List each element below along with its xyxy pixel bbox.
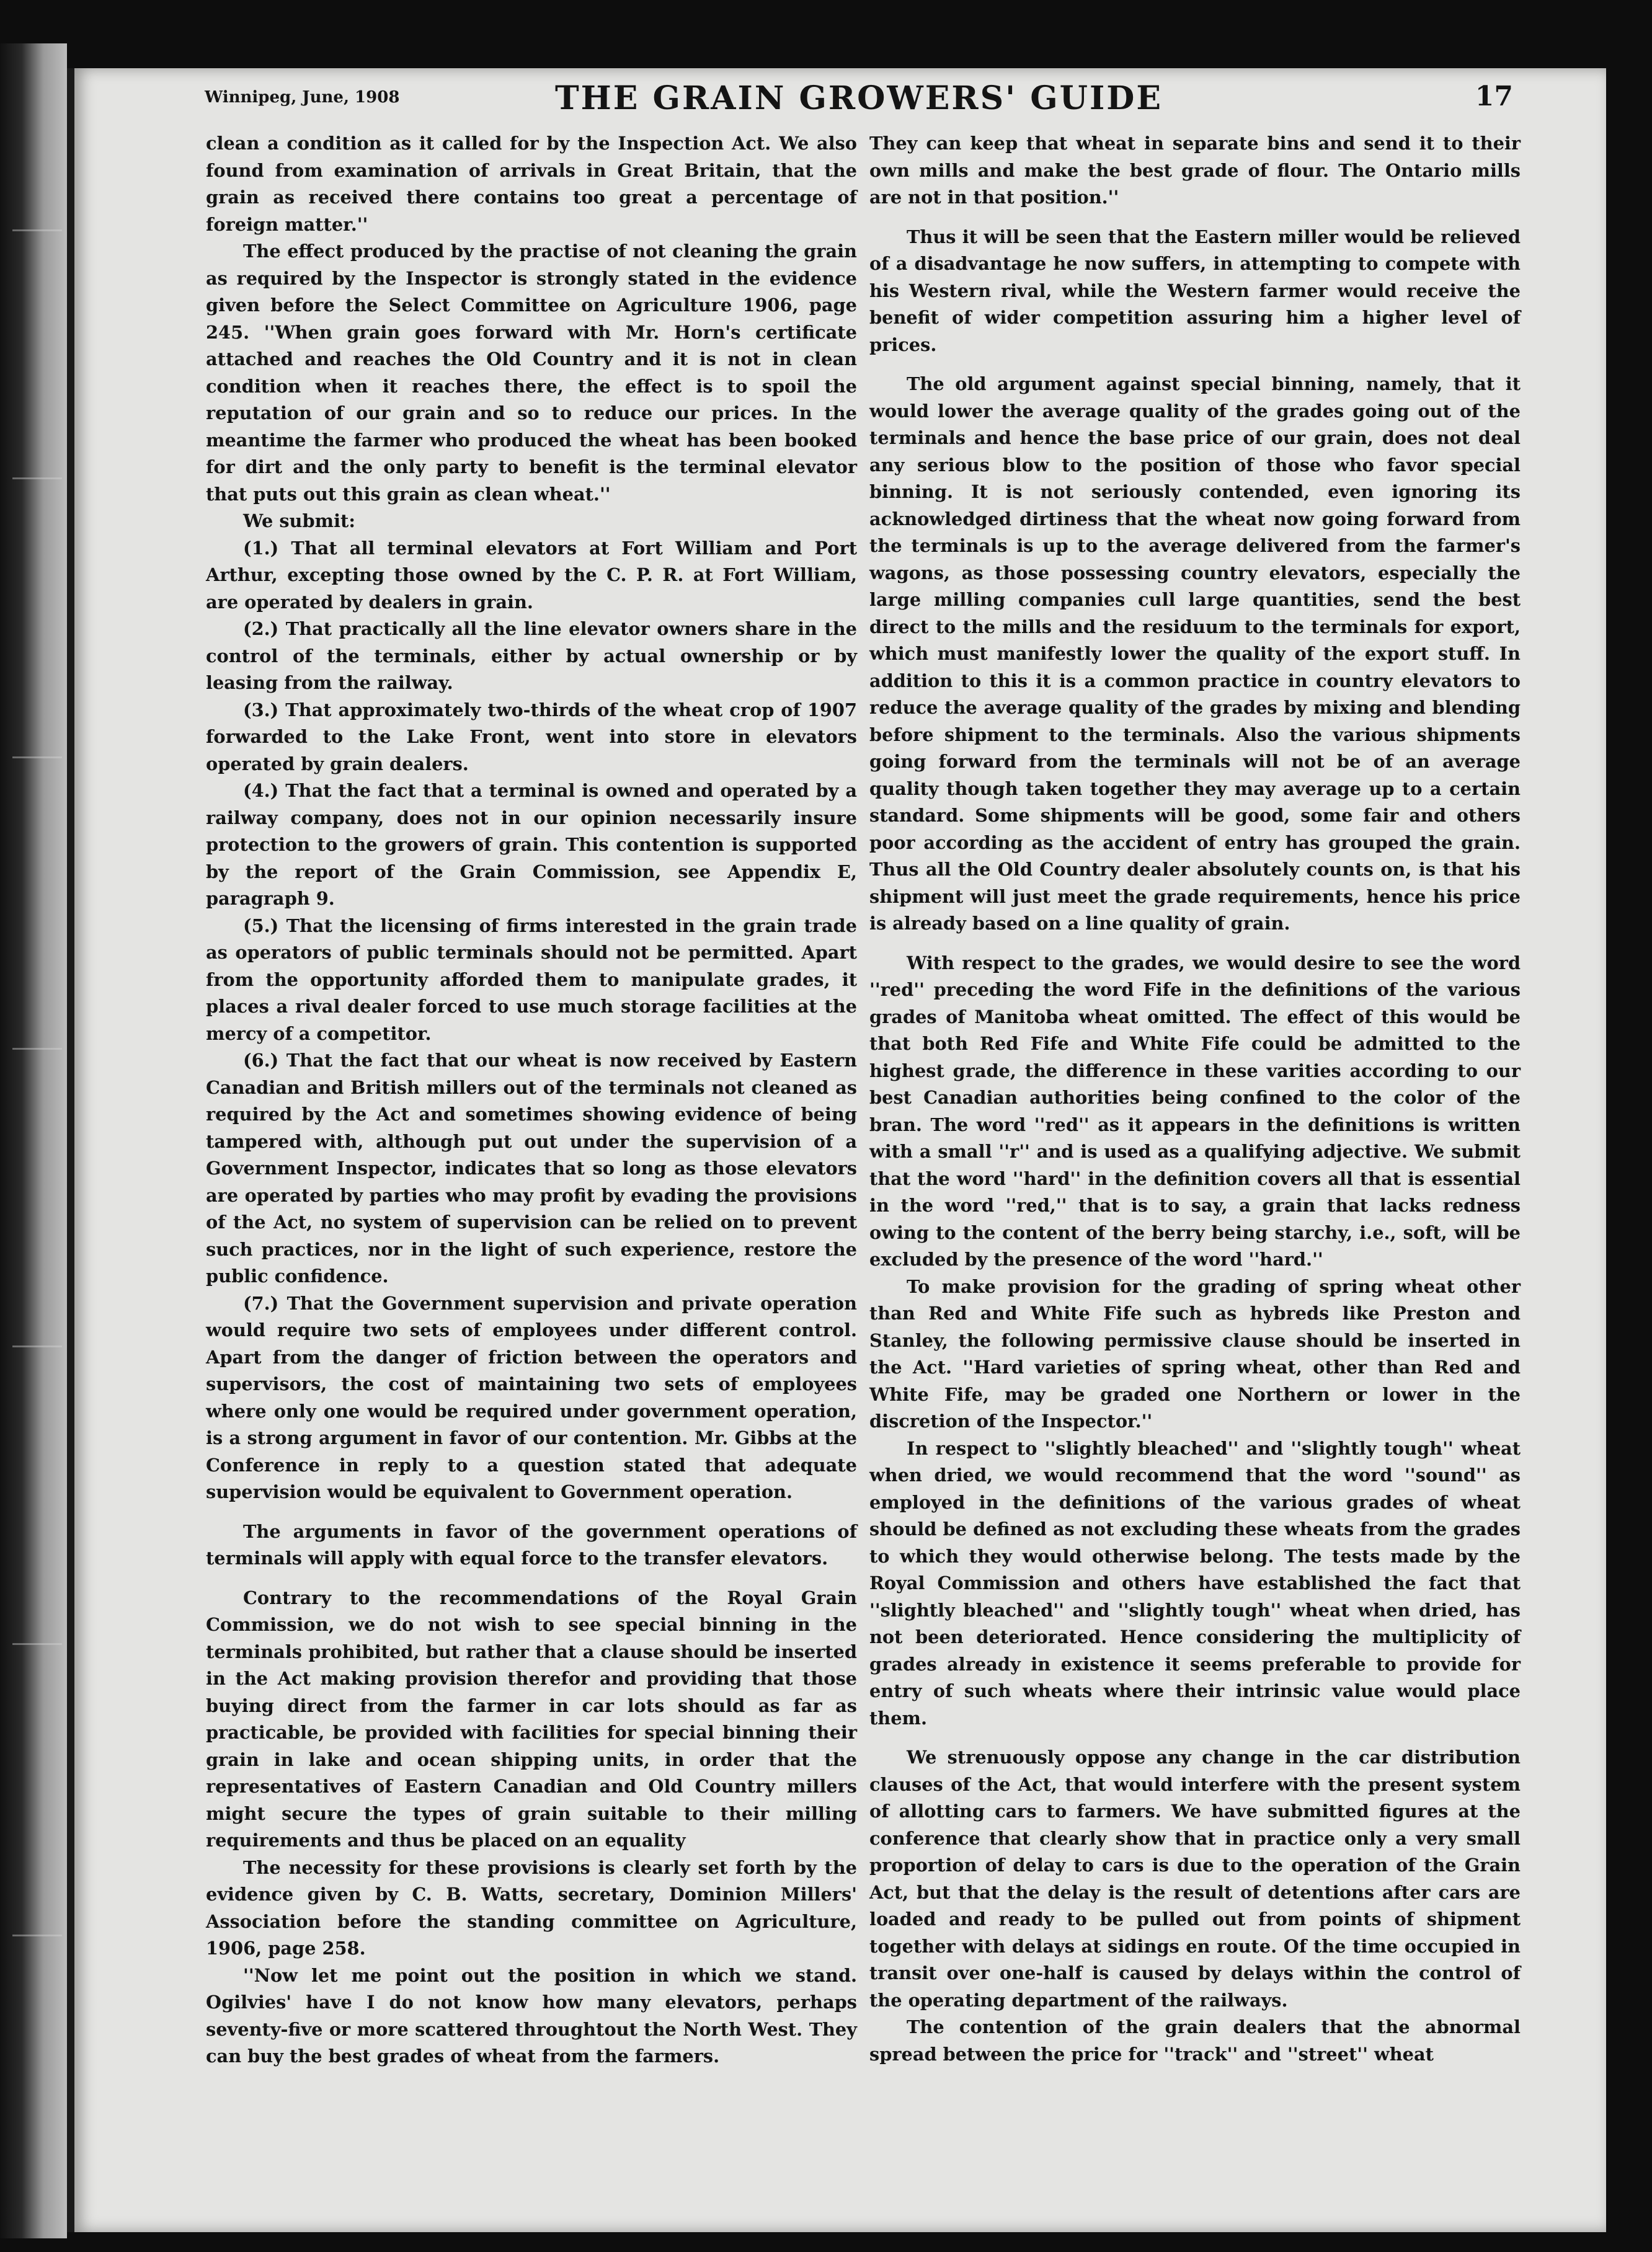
left-text-column [206, 130, 857, 2070]
paragraph: (2.) That practically all the line elevator owners share in the control of the terminals, either by actual ownership or by leasing from the railway. [206, 618, 857, 693]
paragraph: (3.) That approximately two-thirds of the wheat crop of 1907 forwarded to the Lake Front, went into store in elevators operated by grain dealers. [206, 699, 857, 774]
paragraph: With respect to the grades, we would desire to see the word ''red'' preceding the word Fife in the definitions of the various grades of Manitoba wheat omitted. The effect of this would be that both Red Fife and White Fife could be admitted to the highest grade, the difference in these varities according to our best Canadian authorities being confined to the color of the bran. The word ''red'' as it appears in the definitions is written with a small ''r'' and is used as a qualifying adjective. We submit that the word ''hard'' in the definition covers all that is essential in the word ''red,'' that is to say, a grain that lacks redness owing to the content of the berry being starchy, i.e., soft, will be excluded by the presence of the word ''hard.'' [869, 952, 1521, 1270]
page-number: 17 [1475, 81, 1513, 112]
paragraph: (7.) That the Government supervision and private operation would require two sets of employees under different control. Apart from the danger of friction between the operators and supervisors, the cost of maintaining two sets of employees where only one would be required under government operation, is a strong argument in favor of our contention. Mr. Gibbs at the Conference in reply to a question stated that adequate supervision would be equivalent to Government operation. [206, 1292, 857, 1502]
adjacent-page-edge [0, 43, 67, 2238]
right-text-column [869, 130, 1521, 2068]
paragraph: The contention of the grain dealers that the abnormal spread between the price for ''track'' and ''street'' wheat [869, 2016, 1521, 2065]
paragraph: Thus it will be seen that the Eastern miller would be relieved of a disadvantage he now suffers, in attempting to compete with his Western rival, while the Western farmer would receive the benefit of wider competition assuring him a higher level of prices. [869, 226, 1521, 355]
paragraph: They can keep that wheat in separate bins and send it to their own mills and make the best grade of flour. The Ontario mills are not in that position.'' [869, 133, 1521, 208]
paragraph: To make provision for the grading of spring wheat other than Red and White Fife such as hybreds like Preston and Stanley, the following permissive clause should be inserted in the Act. ''Hard varieties of spring wheat, other than Red and White Fife, may be graded one Northern or lower in the discretion of the Inspector.'' [869, 1275, 1521, 1432]
paragraph: In respect to ''slightly bleached'' and ''slightly tough'' wheat when dried, we would recommend that the word ''sound'' as employed in the definitions of the various grades of wheat should be defined as not excluding these wheats from the grades to which they would otherwise belong. The tests made by the Royal Commission and others have established the fact that ''slightly bleached'' and ''slightly tough'' wheat when dried, has not been deteriorated. Hence considering the multiplicity of grades already in existence it seems preferable to provide for entry of such wheats where their intrinsic value would place them. [869, 1437, 1521, 1729]
paragraph: (6.) That the fact that our wheat is now received by Eastern Canadian and British millers out of the terminals not cleaned as required by the Act and sometimes showing evidence of being tampered with, although put out under the supervision of a Government Inspector, indicates that so long as those elevators are operated by parties who may profit by evading the provisions of the Act, no system of supervision can be relied on to prevent such practices, nor in the light of such experience, restore the public confidence. [206, 1050, 857, 1287]
binding-gutter [67, 68, 74, 2232]
paragraph: (4.) That the fact that a terminal is owned and operated by a railway company, does not in our opinion necessarily insure protection to the growers of grain. This contention is supported by the report of the Grain Commission, see Appendix E, paragraph 9. [206, 780, 857, 909]
paragraph: (5.) That the licensing of firms interested in the grain trade as operators of public terminals should not be permitted. Apart from the opportunity afforded them to manipulate grades, it places a rival dealer forced to use much storage facilities at the mercy of a competitor. [206, 915, 857, 1044]
paragraph: Contrary to the recommendations of the Royal Grain Commission, we do not wish to see special binning in the terminals prohibited, but rather that a clause should be inserted in the Act making provision therefor and providing that those buying direct from the farmer in car lots should as far as practicable, be provided with facilities for special binning their grain in lake and ocean shipping units, in order that the representatives of Eastern Canadian and Old Country millers might secure the types of grain suitable to their milling requirements and thus be placed on an equality [206, 1587, 857, 1851]
paragraph: The necessity for these provisions is clearly set forth by the evidence given by C. B. Watts, secretary, Dominion Millers' Association before the standing committee on Agriculture, 1906, page 258. [206, 1856, 857, 1959]
paragraph: The effect produced by the practise of not cleaning the grain as required by the Inspector is strongly stated in the evidence given before the Select Committee on Agriculture 1906, page 245. ''When grain goes forward with Mr. Horn's certificate attached and reaches the Old Country and it is not in clean condition when it reaches there, the effect is to spoil the reputation of our grain and so to reduce our prices. In the meantime the farmer who produced the wheat has been booked for dirt and the only party to benefit is the terminal elevator that puts out this grain as clean wheat.'' [206, 241, 857, 505]
paragraph: The arguments in favor of the government operations of terminals will apply with equal force to the transfer elevators. [206, 1520, 857, 1569]
paragraph: (1.) That all terminal elevators at Fort William and Port Arthur, excepting those owned by the C. P. R. at Fort William, are operated by dealers in grain. [206, 537, 857, 613]
page-header [205, 79, 1513, 123]
paragraph: We submit: [243, 510, 355, 531]
newspaper-page [74, 68, 1606, 2232]
paragraph: ''Now let me point out the position in which we stand. Ogilvies' have I do not know how many elevators, perhaps seventy-five or more scattered throughtout the North West. They can buy the best grades of wheat from the farmers. [206, 1964, 857, 2067]
paragraph: clean a condition as it called for by the Inspection Act. We also found from examination of arrivals in Great Britain, that the grain as received there contains too great a percentage of foreign matter.'' [206, 133, 857, 235]
paragraph: We strenuously oppose any change in the car distribution clauses of the Act, that would interfere with the present system of allotting cars to farmers. We have submitted figures at the conference that clearly show that in practice only a very small proportion of delay to cars is due to the operation of the Grain Act, but that the delay is the result of detentions after cars are loaded and ready to be pulled out from points of shipment together with delays at sidings en route. Of the time occupied in transit over one-half is caused by delays within the control of the operating department of the railways. [869, 1747, 1521, 2011]
issue-date: Winnipeg, June, 1908 [205, 88, 400, 107]
paragraph: The old argument against special binning, namely, that it would lower the average quality of the grades going out of the terminals and hence the base price of our grain, does not deal any serious blow to the position of those who favor special binning. It is not seriously contended, even ignoring its acknowledged dirtiness that the wheat now going forward from the terminals is up to the average delivered from the farmer's wagons, as those possessing country elevators, especially the large milling companies cull large quantities, send the best direct to the mills and the residuum to the terminals for export, which must manifestly lower the quality of the export stuff. In addition to this it is a common practice in country elevators to reduce the average quality of the grades by mixing and blending before shipment to the terminals. Also the various shipments going forward from the terminals will not be of an average quality though taken together they may average up to a certain standard. Some shipments will be good, some fair and others poor according as the accident of entry has grouped the grain. Thus all the Old Country dealer absolutely counts on, is that his shipment will just meet the grade requirements, hence his price is already based on a line quality of grain. [869, 373, 1521, 934]
publication-title: THE GRAIN GROWERS' GUIDE [554, 79, 1163, 117]
